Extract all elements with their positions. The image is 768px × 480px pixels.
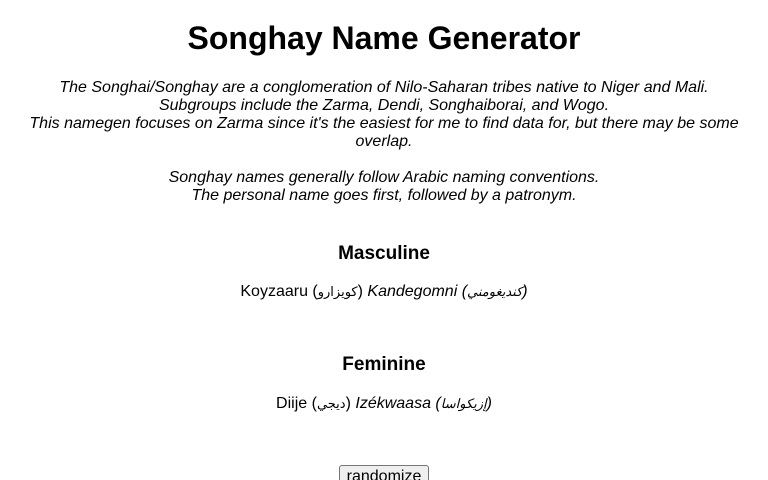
patronym-arabic: كنديغومني: [467, 285, 523, 300]
intro-line: Songhay names generally follow Arabic naming conventions.: [168, 169, 600, 186]
patronym: Kandegomni (كنديغومني): [367, 283, 528, 300]
given-name-arabic: كويزارو: [317, 285, 358, 300]
patronym: Izékwaasa (إزيكواسا): [355, 395, 492, 412]
page-title: Songhay Name Generator: [187, 20, 581, 56]
feminine-heading: Feminine: [342, 354, 426, 375]
patronym-arabic: إزيكواسا: [440, 397, 487, 412]
intro-line: The Songhai/Songhay are a conglomeration of Nilo-Saharan tribes native to Niger and Mali.: [59, 79, 709, 96]
masculine-heading: Masculine: [338, 243, 430, 264]
patronym-name: Izékwaasa: [355, 395, 431, 412]
patronym-name: Kandegomni: [367, 283, 458, 300]
intro-line: The personal name goes first, followed by a patronym.: [191, 187, 577, 204]
feminine-name: Diije (ديجي) Izékwaasa (إزيكواسا): [276, 395, 492, 412]
given-name: Diije: [276, 395, 308, 412]
intro-line: Subgroups include the Zarma, Dendi, Songhaiborai, and Wogo.: [158, 97, 610, 114]
masculine-name: Koyzaaru (كويزارو) Kandegomni (كنديغومني): [240, 283, 528, 300]
intro-spacer: [20, 151, 748, 169]
intro-text: [20, 79, 748, 205]
randomize-button[interactable]: randomize: [339, 465, 429, 480]
given-name-arabic: ديجي: [316, 397, 346, 412]
given-name: Koyzaaru: [240, 283, 308, 300]
intro-line: This namegen focuses on Zarma since it's the easiest for me to find data for, but there may be some overlap.: [29, 115, 739, 150]
